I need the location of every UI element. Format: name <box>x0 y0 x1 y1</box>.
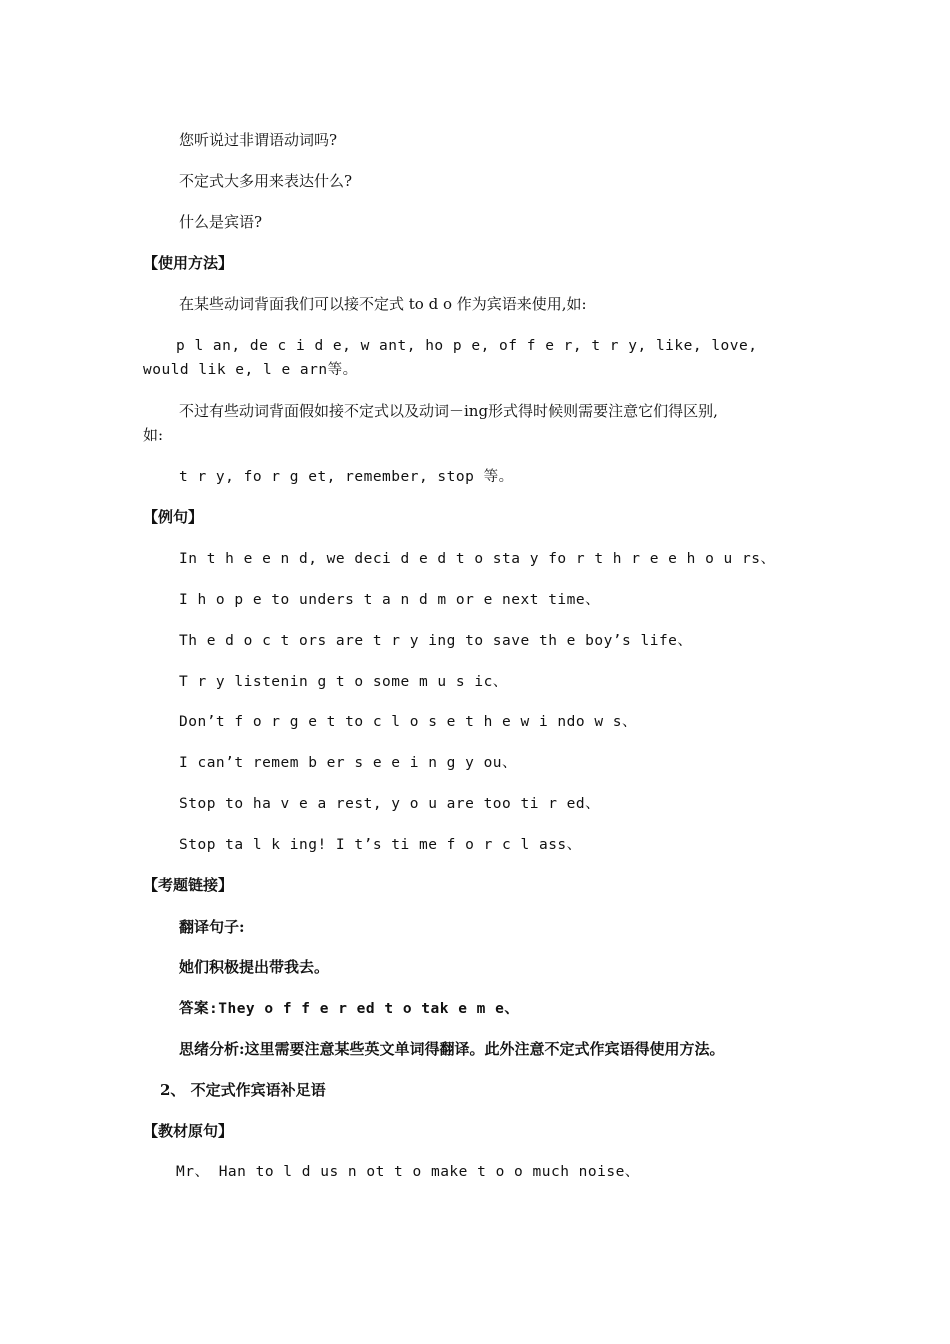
example-sentence: I h o p e to unders t a n d m or e next time、 <box>179 592 601 608</box>
example-sentence: In t h e e n d, we deci d e d t o sta y fo r t h r e e h o u rs、 <box>179 551 776 567</box>
exam-question: 她们积极提出带我去。 <box>179 958 330 976</box>
exam-analysis: 思绪分析:这里需要注意某些英文单词得翻译。此外注意不定式作宾语得使用方法。 <box>179 1040 725 1058</box>
examples-heading: 【例句】 <box>143 508 204 526</box>
usage-special-verbs: t r y, fo r g et, remember, stop 等。 <box>179 469 514 485</box>
example-sentence: Th e d o c t ors are t r y ing to save th e boy’s life、 <box>179 633 693 649</box>
example-sentence: I can’t remem b er s e e i n g y ou、 <box>179 755 518 771</box>
exam-translate-label: 翻译句子: <box>179 918 245 936</box>
section-2-title: 2、 不定式作宾语补足语 <box>160 1081 326 1099</box>
example-sentence: T r y listenin g t o some m u s ic、 <box>179 674 508 690</box>
example-sentence: Stop to ha v e a rest, y o u are too ti r ed、 <box>179 796 601 812</box>
usage-verbs-line-1: p l an, de c i d e, w ant, ho p e, of f e r, t r y, like, love, <box>176 338 758 354</box>
textbook-heading: 【教材原句】 <box>143 1122 234 1140</box>
usage-description: 在某些动词背面我们可以接不定式 to d o 作为宾语来使用,如: <box>179 295 587 313</box>
intro-question-2: 不定式大多用来表达什么? <box>179 172 353 190</box>
example-sentence: Don’t f o r g e t to c l o s e t h e w i ndo w s、 <box>179 714 638 730</box>
intro-question-3: 什么是宾语? <box>179 213 263 231</box>
usage-note-line-1: 不过有些动词背面假如接不定式以及动词－ing形式得时候则需要注意它们得区别, <box>179 402 718 420</box>
textbook-sentence: Mr、 Han to l d us n ot t o make t o o much noise、 <box>176 1164 640 1180</box>
usage-verbs-line-2: would lik e, l e arn等。 <box>143 362 358 378</box>
exam-heading: 【考题链接】 <box>143 876 234 894</box>
usage-heading: 【使用方法】 <box>143 254 234 272</box>
exam-answer: 答案:They o f f e r ed t o tak e m e、 <box>179 1001 520 1017</box>
usage-note-line-2: 如: <box>143 426 164 444</box>
example-sentence: Stop ta l k ing! I t’s ti me f o r c l ass、 <box>179 837 582 853</box>
intro-question-1: 您听说过非谓语动词吗? <box>179 131 338 149</box>
